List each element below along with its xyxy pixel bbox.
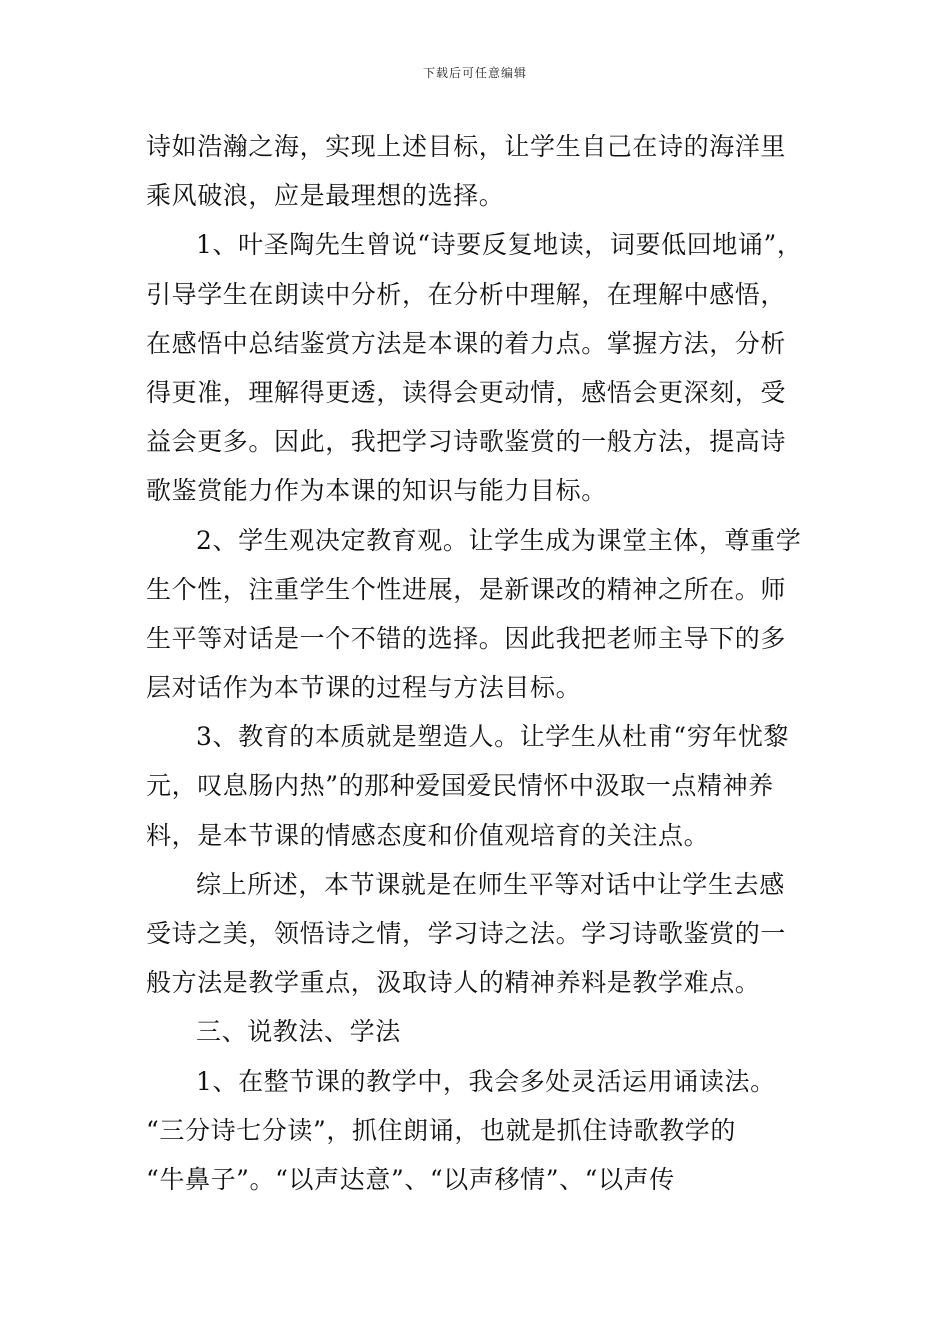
text-line: 生个性，注重学生个性进展，是新课改的精神之所在。师 bbox=[146, 574, 787, 604]
text-line: “三分诗七分读”，抓住朗诵，也就是抓住诗歌教学的 bbox=[146, 1115, 736, 1145]
text-line: 综上所述，本节课就是在师生平等对话中让学生去感 bbox=[196, 869, 785, 899]
text-line: 1、在整节课的教学中，我会多处灵活运用诵读法。 bbox=[196, 1066, 776, 1096]
text-line: 料，是本节课的情感态度和价值观培育的关注点。 bbox=[146, 820, 710, 850]
text-line: 层对话作为本节课的过程与方法目标。 bbox=[146, 673, 582, 703]
text-line: 3、教育的本质就是塑造人。让学生从杜甫“穷年忧黎 bbox=[196, 722, 790, 752]
text-line: 1、叶圣陶先生曾说“诗要反复地读，词要低回地诵”， bbox=[196, 230, 803, 260]
text-line: 乘风破浪，应是最理想的选择。 bbox=[146, 181, 505, 211]
text-line: 益会更多。因此，我把学习诗歌鉴赏的一般方法，提高诗 bbox=[146, 427, 787, 457]
document-body bbox=[146, 122, 826, 1204]
text-line: 般方法是教学重点，汲取诗人的精神养料是教学难点。 bbox=[146, 968, 761, 998]
text-line: 生平等对话是一个不错的选择。因此我把老师主导下的多 bbox=[146, 623, 787, 653]
text-line: 引导学生在朗读中分析，在分析中理解，在理解中感悟， bbox=[146, 279, 787, 309]
header-note: 下载后可任意编辑 bbox=[422, 66, 527, 80]
text-line: 受诗之美，领悟诗之情，学习诗之法。学习诗歌鉴赏的一 bbox=[146, 919, 787, 948]
text-line: “牛鼻子”。“以声达意”、“以声移情”、“以声传 bbox=[146, 1164, 675, 1194]
text-line: 得更准，理解得更透，读得会更动情，感悟会更深刻，受 bbox=[146, 377, 787, 407]
text-line: 在感悟中总结鉴赏方法是本课的着力点。掌握方法，分析 bbox=[146, 328, 787, 358]
text-line: 诗如浩瀚之海，实现上述目标，让学生自己在诗的海洋里 bbox=[146, 132, 787, 161]
text-line: 2、学生观决定教育观。让学生成为课堂主体，尊重学 bbox=[196, 525, 802, 555]
text-line: 歌鉴赏能力作为本课的知识与能力目标。 bbox=[146, 476, 607, 506]
section-heading: 三、说教法、学法 bbox=[196, 1017, 401, 1047]
text-line: 元，叹息肠内热”的那种爱国爱民情怀中汲取一点精神养 bbox=[146, 771, 774, 801]
